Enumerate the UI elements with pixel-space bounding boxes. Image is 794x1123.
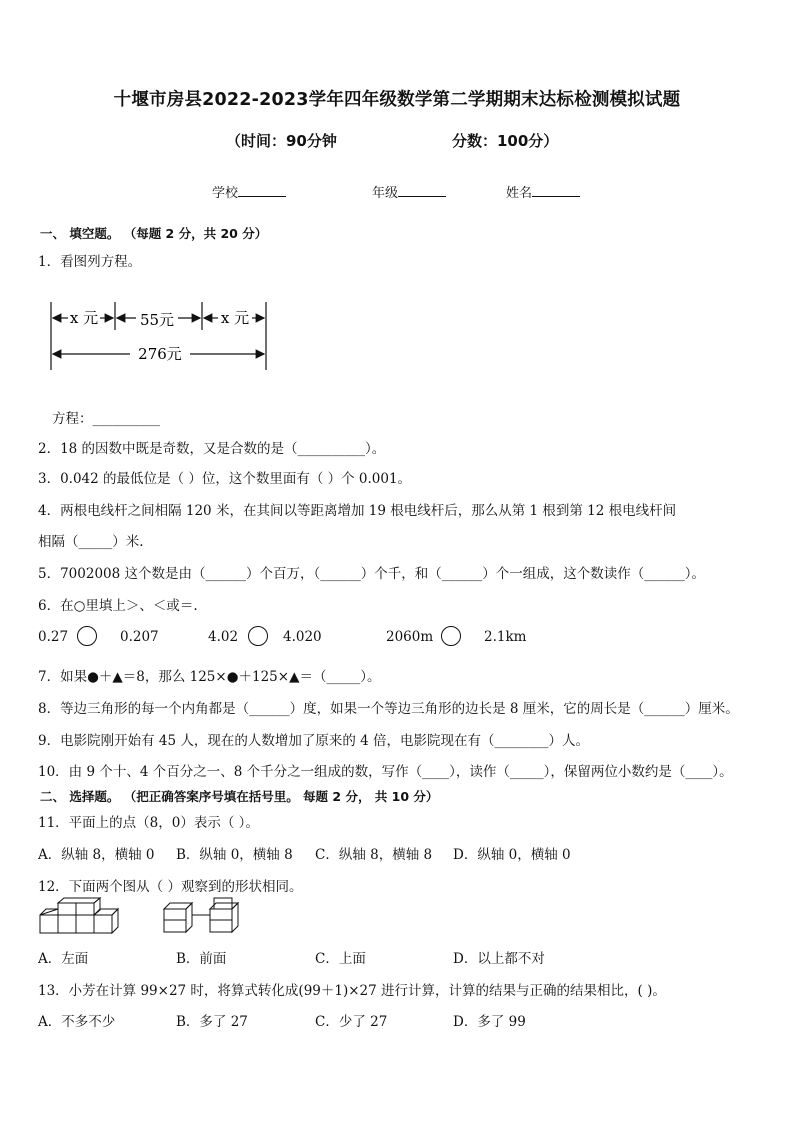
question-6: 6．在○里填上＞、＜或＝. [38, 598, 198, 614]
question-12: 12．下面两个图从（ ）观察到的形状相同。 [38, 879, 303, 895]
segment-diagram [44, 296, 274, 372]
compare-circle-1[interactable] [77, 626, 97, 646]
school-label: 学校 [212, 186, 239, 201]
equation-line: 方程：__________ [52, 411, 160, 427]
q13-option-d: D．多了 99 [453, 1014, 526, 1030]
q13-option-a: A．不多不少 [38, 1014, 116, 1030]
q12-option-d: D．以上都不对 [453, 951, 545, 967]
exam-title: 十堰市房县2022-2023学年四年级数学第二学期期末达标检测模拟试题 [113, 90, 681, 110]
exam-score: 分数：100分） [452, 132, 559, 150]
question-9: 9．电影院刚开始有 45 人，现在的人数增加了原来的 4 倍，电影院现在有（________）人。 [38, 733, 590, 749]
diagram-label-total: 276元 [138, 345, 182, 363]
question-7: 7．如果●＋▲＝8，那么 125×●＋125×▲＝（_____）。 [38, 669, 381, 685]
question-10: 10．由 9 个十、4 个百分之一、8 个千分之一组成的数，写作（____），读作（_____），保留两位小数约是（____）。 [38, 764, 733, 780]
diagram-label-middle: 55元 [139, 311, 175, 329]
q12-option-b: B．前面 [176, 951, 227, 967]
question-2: 2．18 的因数中既是奇数，又是合数的是（__________）。 [38, 441, 386, 457]
compare-1-right: 0.207 [120, 629, 159, 645]
q12-option-c: C．上面 [315, 951, 366, 967]
compare-circle-2[interactable] [248, 626, 268, 646]
compare-2-right: 4.020 [283, 629, 322, 645]
name-blank [532, 184, 580, 197]
q13-option-b: B．多了 27 [176, 1014, 248, 1030]
compare-circle-3[interactable] [441, 626, 461, 646]
question-13: 13．小芳在计算 99×27 时，将算式转化成(99＋1)×27 进行计算，计算的结果与正确的结果相比，( )。 [38, 983, 666, 999]
q11-option-a: A．纵轴 8，横轴 0 [38, 847, 155, 863]
question-3: 3．0.042 的最低位是（ ）位，这个数里面有（ ）个 0.001。 [38, 471, 412, 487]
name-field [506, 182, 580, 201]
q11-option-d: D．纵轴 0，横轴 0 [453, 847, 571, 863]
compare-3-right: 2.1km [484, 629, 527, 645]
diagram-label-left: x 元 [69, 309, 99, 327]
compare-1-left: 0.27 [38, 629, 69, 645]
grade-label: 年级 [372, 186, 399, 201]
school-field [212, 182, 286, 201]
name-label: 姓名 [506, 186, 533, 201]
diagram-label-right: x 元 [220, 309, 250, 327]
q12-option-a: A．左面 [38, 951, 89, 967]
school-blank [238, 184, 286, 197]
grade-field [372, 182, 446, 201]
q11-option-b: B．纵轴 0，横轴 8 [176, 847, 293, 863]
section2-heading: 二、 选择题。 （把正确答案序号填在括号里。 每题 2 分， 共 10 分） [40, 789, 439, 804]
grade-blank [398, 184, 446, 197]
question-4-line1: 4．两根电线杆之间相隔 120 米，在其间以等距离增加 19 根电线杆后，那么从第 1 根到第 12 根电线杆间 [38, 503, 677, 519]
q11-option-c: C．纵轴 8，横轴 8 [315, 847, 433, 863]
question-8: 8．等边三角形的每一个内角都是（______）度，如果一个等边三角形的边长是 8 厘米，它的周长是（______）厘米。 [38, 701, 739, 717]
cube-figure-1 [38, 897, 120, 937]
compare-2-left: 4.02 [208, 629, 239, 645]
section1-heading: 一、 填空题。 （每题 2 分，共 20 分） [40, 226, 268, 241]
exam-time: （时间：90分钟 [226, 132, 337, 150]
cube-figure-2 [162, 897, 242, 937]
q13-option-c: C．少了 27 [315, 1014, 388, 1030]
compare-3-left: 2060m [386, 629, 434, 645]
question-4-line2: 相隔（_____）米. [38, 534, 144, 550]
question-5: 5．7002008 这个数是由（______）个百万，（______）个千，和（______）个一组成，这个数读作（______）。 [38, 566, 706, 582]
question-11: 11．平面上的点（8，0）表示（ ）。 [38, 815, 259, 831]
question-1: 1．看图列方程。 [38, 254, 142, 270]
